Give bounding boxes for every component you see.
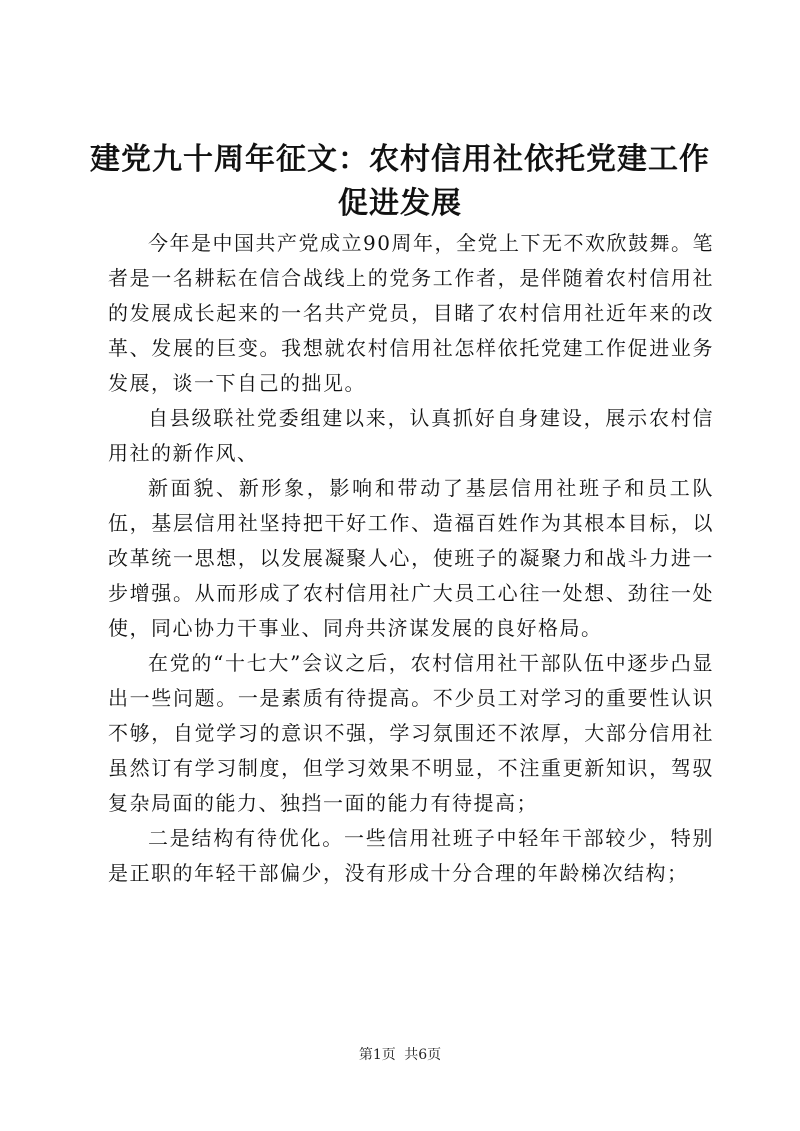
paragraph: 二是结构有待优化。一些信用社班子中轻年干部较少，特别是正职的年轻干部偏少，没有形成十分合理的年龄梯次结构； [108, 826, 714, 885]
paragraph: 新面貌、新形象，影响和带动了基层信用社班子和员工队伍，基层信用社坚持把干好工作、造福百姓作为其根本目标，以改革统一思想，以发展凝聚人心，使班子的凝聚力和战斗力进一步增强。从而形成了农村信用社广大员工心往一处想、劲往一处使，同心协力干事业、同舟共济谋发展的良好格局。 [108, 476, 714, 640]
document-title: 建党九十周年征文：农村信用社依托党建工作促进发展 [90, 142, 710, 221]
document-body [108, 226, 714, 891]
page-number: 第1页 [358, 1047, 396, 1063]
paragraph: 自县级联社党委组建以来，认真抓好自身建设，展示农村信用社的新作风、 [108, 406, 714, 465]
page-footer [0, 1044, 800, 1064]
page-total: 共6页 [404, 1047, 442, 1063]
paragraph: 今年是中国共产党成立90周年，全党上下无不欢欣鼓舞。笔者是一名耕耘在信合战线上的党务工作者，是伴随着农村信用社的发展成长起来的一名共产党员，目睹了农村信用社近年来的改革、发展的巨变。我想就农村信用社怎样依托党建工作促进业务发展，谈一下自己的拙见。 [108, 231, 714, 395]
paragraph: 在党的“十七大”会议之后，农村信用社干部队伍中逐步凸显出一些问题。一是素质有待提高。不少员工对学习的重要性认识不够，自觉学习的意识不强，学习氛围还不浓厚，大部分信用社虽然订有学习制度，但学习效果不明显，不注重更新知识，驾驭复杂局面的能力、独挡一面的能力有待提高； [108, 651, 714, 815]
